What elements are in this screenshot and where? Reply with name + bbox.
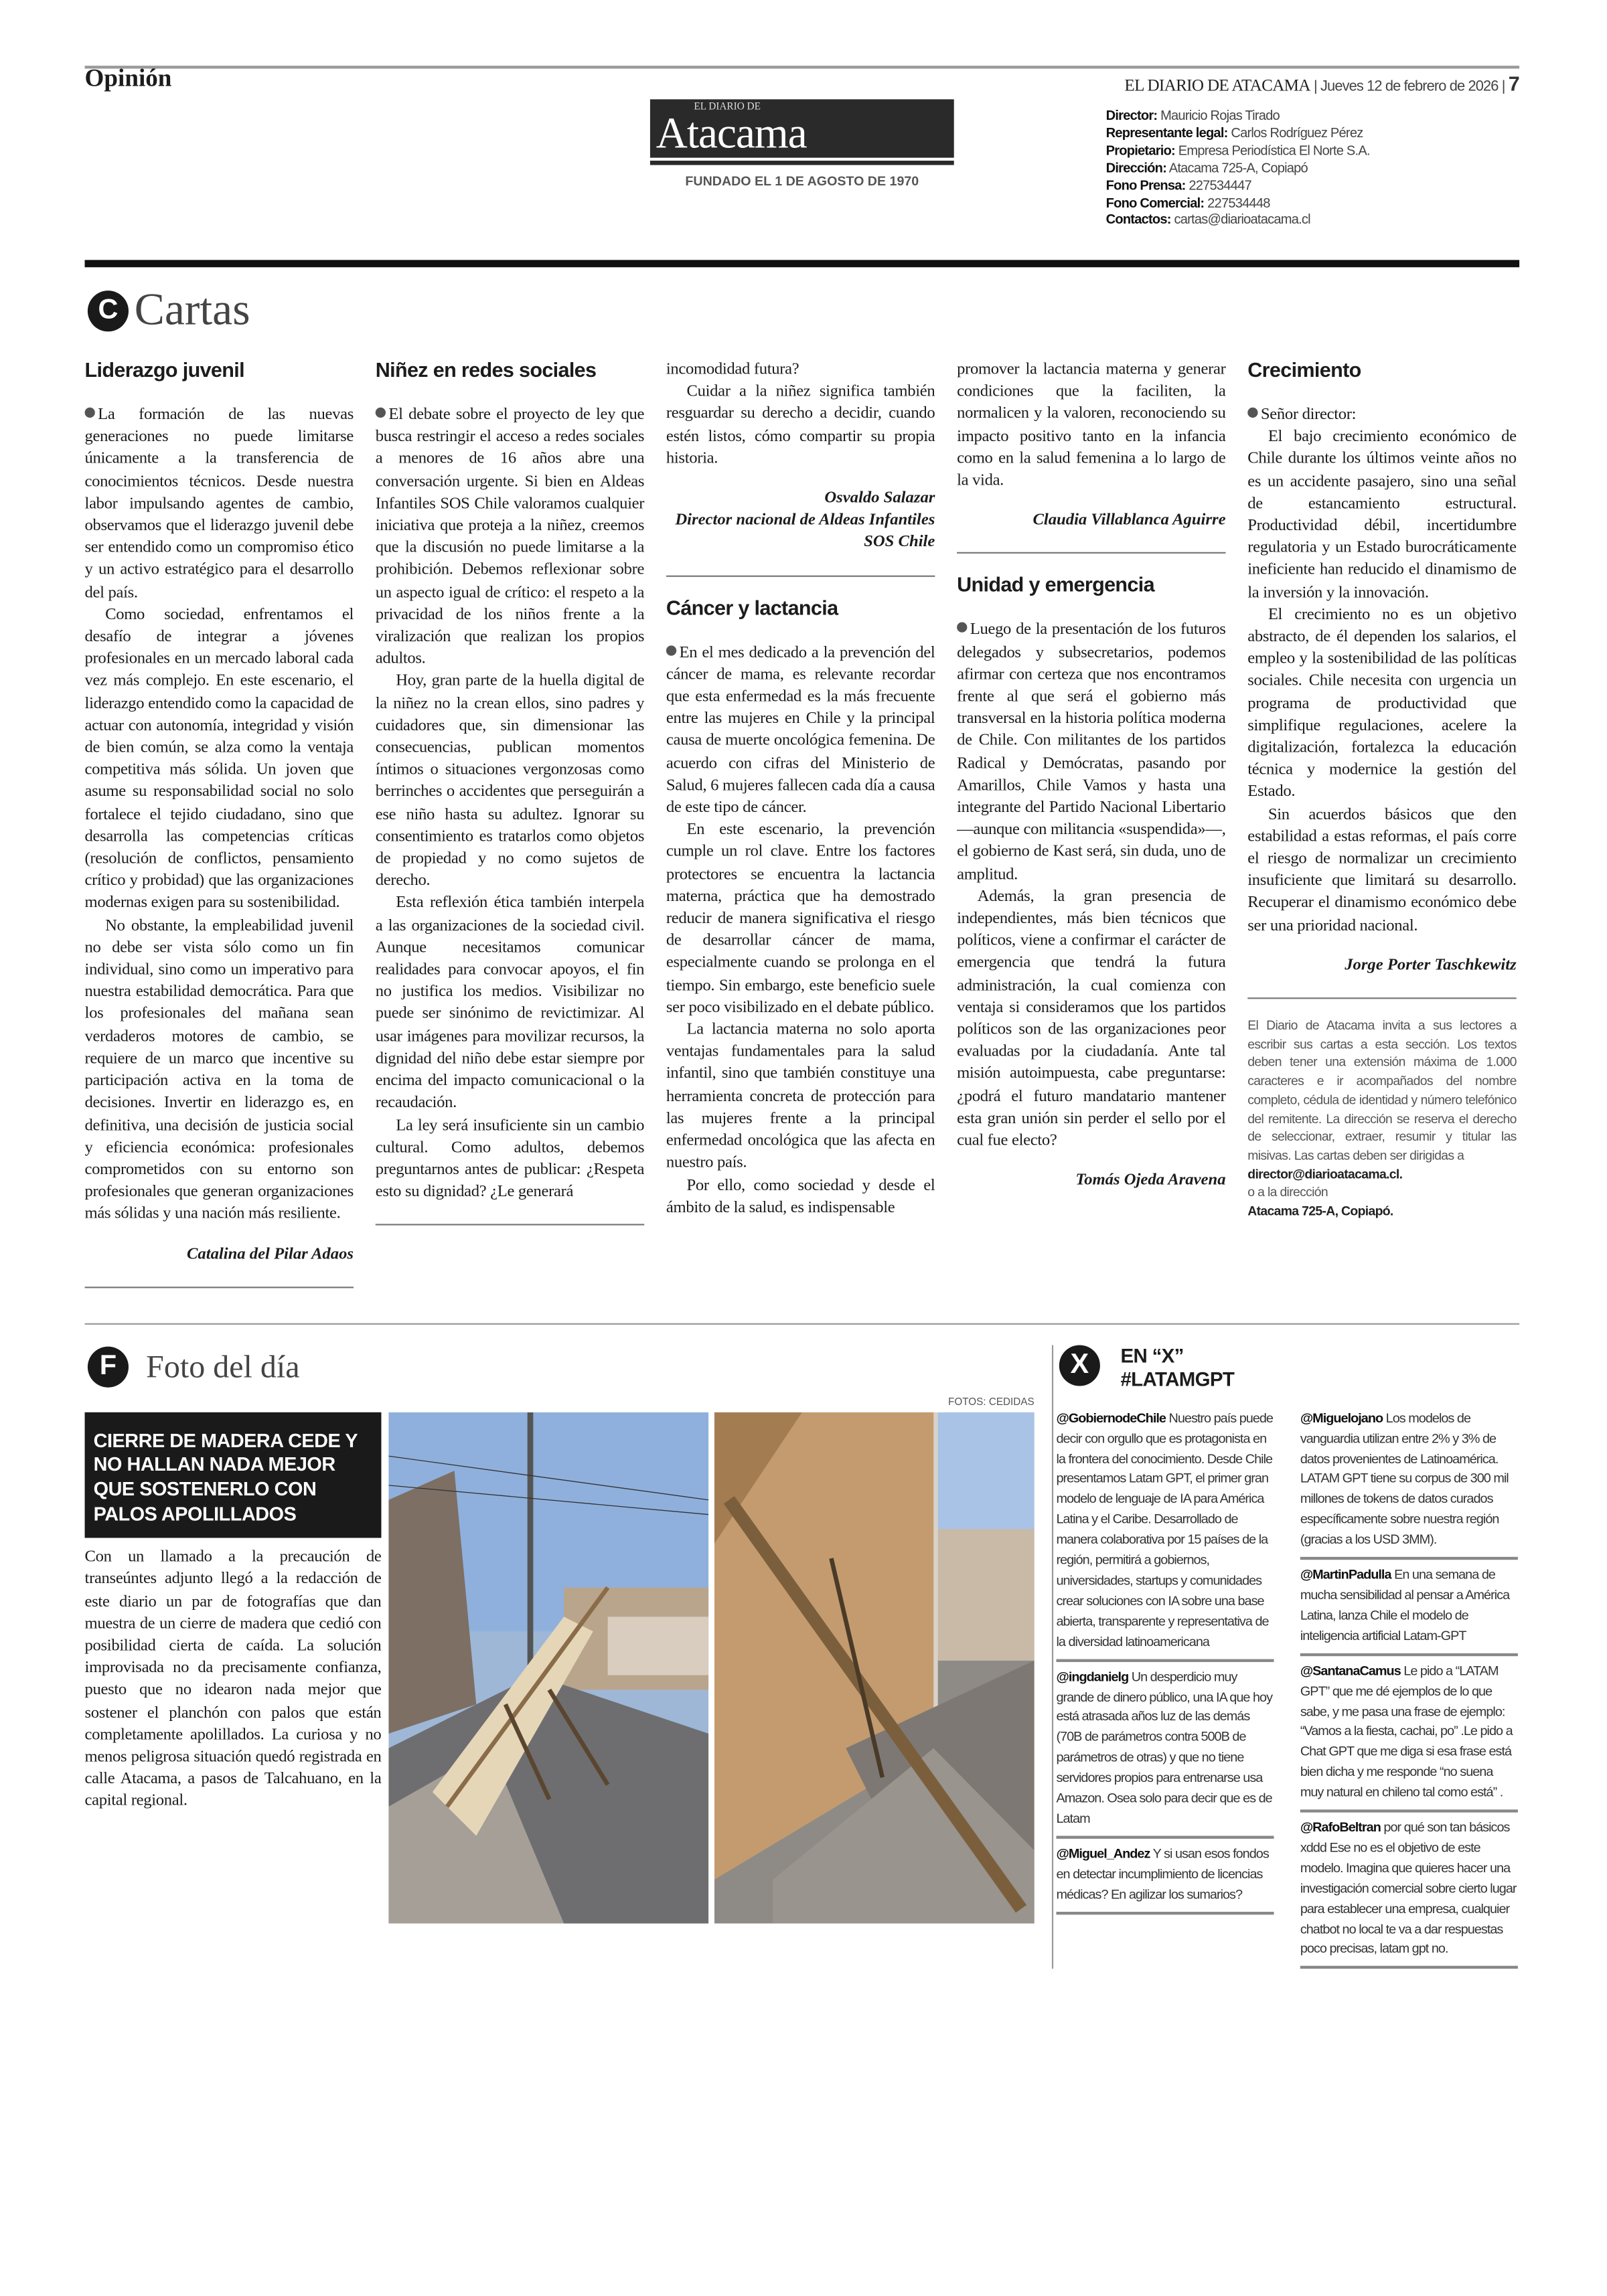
post-text: Un desperdicio muy grande de dinero público, una IA que hoy está atrasada años luz de las demás (70B de parámetros contra 500B de parámetros de otras) y que no tiene servidores propios para entrenarse usa Amazon. Osea solo para decir que es de Latam xyxy=(1056,1668,1273,1826)
masthead-line: EL DIARIO DE ATACAMA | Jueves 12 de febrero de 2026 | 7 xyxy=(1124,71,1520,95)
logo xyxy=(650,99,954,157)
staff-line: Propietario: Empresa Periodística El Norte S.A. xyxy=(1105,143,1370,158)
post-user[interactable]: @Miguel_Andez xyxy=(1056,1846,1150,1861)
cartas-icon: C xyxy=(88,291,129,331)
contact-email[interactable]: cartas@diarioatacama.cl xyxy=(1174,212,1310,228)
post-user[interactable]: @GobiernodeChile xyxy=(1056,1410,1166,1425)
paragraph: Por ello, como sociedad y desde el ámbito de la salud, es indispensable xyxy=(666,1176,935,1216)
notice-email[interactable]: director@diarioatacama.cl. xyxy=(1247,1166,1403,1181)
logo-underline xyxy=(650,161,954,165)
post xyxy=(1056,1661,1274,1839)
paragraph: En el mes dedicado a la prevención del cáncer de mama, es relevante recordar que esta enfermedad es la más frecuente entre las mujeres en Chile y la principal causa de muerte oncológica femenina. De acuerdo con cifras del Ministerio de Salud, 6 mujeres fallecen cada día a causa de este tipo de cáncer. xyxy=(666,642,935,819)
paragraph: La ley será insuficiente sin un cambio cultural. Como adultos, debemos preguntarnos antes de publicar: ¿Respeta esto su dignidad? ¿Le generará xyxy=(375,1116,645,1201)
x-section xyxy=(1052,1345,1518,1969)
staff-line: Fono Comercial: 227534448 xyxy=(1105,195,1270,210)
post xyxy=(1300,1655,1518,1812)
content-flow xyxy=(85,351,1520,1969)
divider xyxy=(666,575,935,576)
divider xyxy=(376,1224,644,1226)
column xyxy=(1247,351,1516,1221)
paragraph: Señor director: xyxy=(1247,404,1516,426)
posts xyxy=(1056,1403,1517,1969)
paragraph: Como sociedad, enfrentamos el desafío de integrar a jóvenes profesionales en un mercado laboral cada vez más complejo. En este escenario, el liderazgo entendido como la capacidad de actuar con autonomía, integridad y visión de bien común, se alza como la ventaja competitiva más sólida. Un joven que asume su responsabilidad social no solo fortalece el tejido ciudadano, sino que desarrolla las competencias críticas (resolución de conflictos, pensamiento crítico y probidad) que las organizaciones modernas exigen para su sostenibilidad. xyxy=(84,606,354,912)
letter-title: Liderazgo juvenil xyxy=(84,357,244,382)
x-hashtag[interactable]: #LATAMGPT xyxy=(1120,1368,1235,1390)
post-text: por qué son tan básicos xddd Ese no es el objetivo de este modelo. Imagina que quieres hacer una investigación comercial sobre cierto lugar para establecer una empresa, cualquier chatbot no local te va a dar respuestas poco precisas, latam gpt no. xyxy=(1300,1819,1517,1957)
signature-name: Osvaldo Salazar xyxy=(824,489,935,507)
letter-signature: Claudia Villablanca Aguirre xyxy=(1032,511,1226,529)
post xyxy=(1300,1560,1518,1655)
letter-signature xyxy=(666,488,935,555)
letter-signature: Jorge Porter Taschkewitz xyxy=(1345,956,1517,974)
column xyxy=(376,351,644,1244)
foto-header xyxy=(88,1345,1052,1388)
logo-small-text: EL DIARIO DE xyxy=(694,100,761,112)
posts-column-right xyxy=(1300,1403,1518,1969)
post-text: Nuestro país puede decir con orgullo que es protagonista en la frontera del conocimiento. Desde Chile presentamos Latam GPT, el primer gran modelo de lenguaje de IA para América Latina y el Caribe. Desarrollado de manera colaborativa por 15 países de la región, permitirá a gobiernos, universidades, startups y comunidades crear soluciones con IA sobre una base abierta, transparente y representativa de la diversidad latinoamericana xyxy=(1056,1410,1274,1649)
paragraph: La lactancia materna no solo aporta ventajas fundamentales para la salud infantil, sino que también constituye una herramienta concreta de protección para las mujeres frente a la principal enfermedad oncológica que las afecta en nuestro país. xyxy=(666,1021,935,1172)
post-text: Le pido a “LATAM GPT” que me dé ejemplos de lo que sabe, y me pasa una frase de ejemplo: “Vamos a la fiesta, cachai, po” .Le pido a Chat GPT que me diga si esa frase está bien dicha y me responde “no suena muy natural en chileno tal como está” . xyxy=(1300,1663,1513,1800)
paragraph: Sin acuerdos básicos que den estabilidad a estas reformas, el país corre el riesgo de normalizar un crecimiento insuficiente que limitará su desarrollo. Recuperar el dinamismo económico debe ser una prioridad nacional. xyxy=(1247,805,1517,934)
header-thick-rule xyxy=(85,260,1520,267)
top-rule xyxy=(85,66,1520,68)
letter-title: Cáncer y lactancia xyxy=(666,595,838,619)
notice-text: El Diario de Atacama invita a sus lectores a escribir sus cartas a esta sección. Los textos deben tener una extensión máxima de 1.000 caracteres e ir acompañados del nombre completo, cédula de identidad y número telefónico del remitente. La dirección se reserva el derecho de seleccionar, extraer, resumir y titular las misivas. Las cartas deben ser dirigidas a xyxy=(1247,1017,1517,1163)
x-title-line: EN “X” xyxy=(1120,1344,1184,1367)
divider xyxy=(85,1287,354,1288)
signature-role: Director nacional de Aldeas Infantiles SOS Chile xyxy=(675,511,935,552)
paragraph: incomodidad futura? xyxy=(666,360,799,379)
paragraph: La formación de las nuevas generaciones no puede limitarse únicamente a la transferencia de conocimientos técnicos. Desde nuestra labor impulsando agentes de cambio, observamos que el liderazgo juvenil debe ser entendido como un compromiso ético y un activo estratégico para el desarrollo del país. xyxy=(85,404,354,604)
paragraph: Con un llamado a la precaución de transeúntes adjunto llegó a la redacción de este diario un par de fotografías que dan muestra de un cierre de madera que cedió con posibilidad cierta de caída. La solución improvisada no da precisamente confianza, puesto que no idearon nada mejor que sostener el planchón con palos que están completamente apolillados. La curiosa y no menos peligrosa situación quedó registrada en calle Atacama, a pasos de Talcahuano, en la capital regional. xyxy=(84,1548,382,1810)
notice-or: o a la dirección xyxy=(1247,1185,1328,1200)
divider xyxy=(957,553,1225,554)
letter-body xyxy=(1247,404,1516,937)
staff-line: Director: Mauricio Rojas Tirado xyxy=(1105,108,1280,123)
page-number: 7 xyxy=(1508,71,1520,95)
section-title: Opinión xyxy=(84,64,172,92)
section-divider xyxy=(85,1323,1520,1324)
post-user[interactable]: @MartinPadulla xyxy=(1300,1567,1391,1582)
foto-caption xyxy=(85,1547,382,1813)
letters-columns xyxy=(85,351,1520,1305)
logo-main-text: Atacama xyxy=(656,109,807,158)
paragraph: promover la lactancia materna y generar condiciones que la faciliten, la normalicen y la valoren, reconociendo su impacto positivo tanto en la infancia como en la salud femenina a lo largo de la vida. xyxy=(957,360,1226,489)
paragraph: Luego de la presentación de los futuros delegados y subsecretarios, podemos afirmar con certeza que nos encontramos frente al que será el gobierno más transversal en la historia política moderna de Chile. Con militantes de los partidos Radical y Demócratas, pasando por Amarillos, Chile Vamos y hasta una integrante del Partido Nacional Libertario —aunque con militancia «suspendida»—, el gobierno de Kast será, sin duda, uno de amplitud. xyxy=(957,620,1225,886)
post-user[interactable]: @RafoBeltran xyxy=(1300,1819,1381,1835)
staff-line: Fono Prensa: 227534447 xyxy=(1105,177,1251,193)
divider xyxy=(1247,997,1516,999)
founded-line: FUNDADO EL 1 DE AGOSTO DE 1970 xyxy=(685,173,919,189)
staff-line: Representante legal: Carlos Rodríguez Pérez xyxy=(1105,125,1363,141)
letter-body xyxy=(957,620,1225,1153)
paragraph: El debate sobre el proyecto de ley que busca restringir el acceso a redes sociales a menores de 16 años abre una conversación urgente. Si bien en Aldeas Infantiles SOS Chile valoramos cualquier iniciativa que proteja a la niñez, creemos que la discusión no puede limitarse a la prohibición. Debemos reflexionar sobre un aspecto igual de crítico: el respeto a la privacidad de los niños frente a la viralización que realizan los propios adultos. xyxy=(376,404,644,671)
posts-column-left xyxy=(1056,1403,1274,1969)
post xyxy=(1300,1403,1518,1560)
paragraph: Además, la gran presencia de independientes, más bien técnicos que políticos, viene a confirmar el carácter de emergencia que tendrá la futura administración, la cual comienza con ventaja si consideramos que los partidos políticos son de las organizaciones peor evaluadas por la ciudadanía. Ante tal misión autoimpuesta, cabe preguntarse: ¿podrá el futuro mandatario mantener esta gran unión sin perder el sello por el cual fue electo? xyxy=(957,888,1226,1150)
foto-title: Foto del día xyxy=(146,1347,300,1384)
paragraph: Hoy, gran parte de la huella digital de la niñez no la crean ellos, sino padres y cuidadores que, sin dimensionar las consecuencias, publican momentos íntimos o situaciones vergonzosas como berrinches o accidentes que perseguirán a ese niño hasta su adultez. Ignorar su consentimiento es tratarlos como objetos de propiedad y no como sujetos de derecho. xyxy=(375,672,645,890)
letter-body xyxy=(85,404,354,1226)
photo-credit: FOTOS: CEDIDAS xyxy=(947,1397,1035,1408)
letter-body-continued xyxy=(666,359,935,471)
photo-right xyxy=(714,1412,1035,1923)
submission-notice xyxy=(1247,1017,1516,1221)
letter-title: Unidad y emergencia xyxy=(957,573,1154,597)
foto-body xyxy=(84,1397,1052,1923)
post-text: En una semana de mucha sensibilidad al pensar a América Latina, lanza Chile el modelo de inteligencia artificial Latam-GPT xyxy=(1300,1567,1510,1643)
paragraph: En este escenario, la prevención cumple un rol clave. Entre los factores protectores se encuentra la lactancia materna, práctica que ha demostrado reducir de manera significativa el riesgo de desarrollar cáncer de mama, especialmente cuando se prolonga en el tiempo. Sin embargo, este beneficio suele ser poco visibilizado en el debate público. xyxy=(666,821,935,1017)
letter-title: Niñez en redes sociales xyxy=(375,357,597,382)
paragraph: Esta reflexión ética también interpela a las organizaciones de la sociedad civil. Aunque necesitamos comunicar realidades para convocar apoyos, el fin no justifica los medios. Visibilizar no puede ser sinónimo de revictimizar. Al usar imágenes para movilizar recursos, la dignidad del niño debe estar siempre por encima del impacto comunicacional o la recaudación. xyxy=(375,894,645,1113)
letter-signature: Catalina del Pilar Adaos xyxy=(186,1245,354,1263)
post-user[interactable]: @SantanaCamus xyxy=(1300,1663,1401,1678)
post-user[interactable]: @ingdanielg xyxy=(1056,1668,1129,1684)
letter-body-continued xyxy=(957,359,1225,493)
photo-left xyxy=(388,1412,708,1923)
post xyxy=(1056,1403,1274,1661)
paragraph: El crecimiento no es un objetivo abstracto, de él dependen los salarios, el empleo y la sostenibilidad de las políticas sociales. Chile necesita con urgencia un programa de productividad que simplifique regulaciones, acelere la digitalización, fortalezca la educación técnica y modernice la gestión del Estado. xyxy=(1247,606,1517,801)
notice-address: Atacama 725-A, Copiapó. xyxy=(1247,1204,1393,1218)
x-logo-icon: X xyxy=(1059,1345,1100,1386)
column xyxy=(957,359,1225,1193)
foto-text xyxy=(85,1412,382,1813)
letter-body xyxy=(376,404,644,1204)
staff-line: Contactos: cartas@diarioatacama.cl xyxy=(1105,212,1310,228)
paragraph: No obstante, la empleabilidad juvenil no debe ser vista sólo como un fin individual, sino como un imperativo para nuestra estabilidad democrática. Para que los profesionales del mañana sean verdaderos motores de cambio, se requiere de un marco que incentive su participación activa en la toma de decisiones. Invertir en liderazgo es, en definitiva, una decisión de justicia social y eficiencia económica: profesionales comprometidos con su entorno son profesionales que generan organizaciones más sólidas y una nación más resiliente. xyxy=(84,916,354,1223)
post xyxy=(1056,1839,1274,1914)
cartas-title: Cartas xyxy=(134,283,250,335)
paragraph: El bajo crecimiento económico de Chile durante los últimos veinte años no es un accidente pasajero, sino una señal de estancamiento estructural. Productividad débil, incertidumbre regulatoria y un Estado burocráticamente ineficiente han reducido el dinamismo de la inversión y la innovación. xyxy=(1247,428,1517,602)
post-text: Y si usan esos fondos en detectar incumplimiento de licencias médicas? En agilizar los sumarios? xyxy=(1056,1846,1269,1901)
post xyxy=(1300,1813,1518,1969)
letter-signature: Tomás Ojeda Aravena xyxy=(1075,1171,1226,1190)
staff-box xyxy=(1106,108,1370,230)
issue-date: Jueves 12 de febrero de 2026 xyxy=(1320,78,1499,95)
paragraph: Cuidar a la niñez significa también resguardar su derecho a decidir, cuando estén listos, cómo compartir su propia historia. xyxy=(666,383,935,467)
bottom-section xyxy=(85,1345,1520,1969)
photos xyxy=(388,1397,1035,1923)
column xyxy=(666,359,935,1220)
foto-icon: F xyxy=(88,1346,129,1387)
post-user[interactable]: @Miguelojano xyxy=(1300,1410,1383,1425)
x-header xyxy=(1056,1345,1517,1392)
foto-section xyxy=(85,1345,1052,1969)
column xyxy=(85,351,354,1305)
paper-name: EL DIARIO DE ATACAMA xyxy=(1124,77,1310,95)
letter-body xyxy=(666,642,935,1219)
x-section-title xyxy=(1120,1345,1234,1392)
post-text: Los modelos de vanguardia utilizan entre 2% y 3% de datos provenientes de Latinoamérica. LATAM GPT tiene su corpus de 300 mil millones de tokens de datos curados específicamente sobre nuestra región (gracias a los USD 3MM). xyxy=(1300,1410,1509,1547)
foto-headline: CIERRE DE MADERA CEDE Y NO HALLAN NADA MEJOR QUE SOSTENERLO CON PALOS APOLILLADOS xyxy=(85,1412,382,1538)
letter-title: Crecimiento xyxy=(1247,357,1361,382)
staff-line: Dirección: Atacama 725-A, Copiapó xyxy=(1105,160,1308,175)
